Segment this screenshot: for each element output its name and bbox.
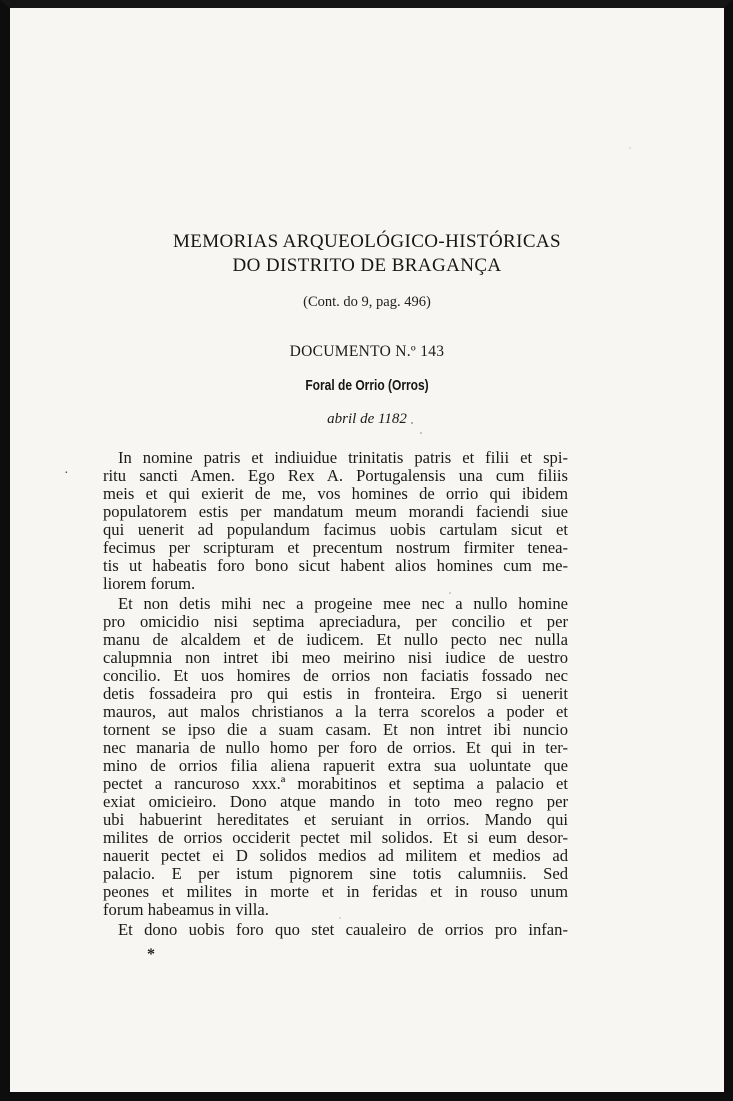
text-line: meis et qui exierit de me, vos homines de orrio qui ibidem — [103, 484, 568, 503]
text-line: nec manaria de nullo homo per foro de orrios. Et qui in ter- — [103, 738, 568, 757]
text-line: manu de alcaldem et de iudicem. Et nullo pecto nec nulla — [103, 630, 568, 649]
paper-specks — [10, 8, 724, 1092]
document-number: DOCUMENTO N.º 143 — [289, 343, 445, 360]
margin-mark: · — [64, 466, 69, 481]
text-line: Et non detis mihi nec a progeine mee nec a nullo homine — [118, 594, 568, 613]
text-line: qui uenerit ad populandum facimus uobis cartulam sicut et — [103, 520, 568, 539]
text-line: tornent se ipso die a suam casam. Et non intret ibi nuncio — [103, 720, 568, 739]
text-line: forum habeamus in villa. — [103, 900, 269, 919]
text-line: milites de orrios occiderit pectet mil solidos. Et si eum desor- — [103, 828, 568, 847]
text-line: populatorem estis per mandatum meum morandi faciendi siue — [103, 502, 568, 521]
text-line: pectet a rancuroso xxx.ª morabitinos et septima a palacio et — [103, 774, 568, 793]
document-heading: Foral de Orrio (Orros) — [305, 377, 429, 394]
text-line: In nomine patris et indiuidue trinitatis patris et filii et spi- — [118, 448, 568, 467]
text-line: tis ut habeatis foro bono sicut habent alios homines cum me- — [103, 556, 568, 575]
document-date: abril de 1182 — [327, 411, 407, 427]
text-line: concilio. Et uos homires de orrios non faciatis fossado nec — [103, 666, 568, 685]
page-sheet — [10, 8, 724, 1092]
footnote-asterisk: * — [147, 946, 155, 963]
text-line: Et dono uobis foro quo stet caualeiro de orrios pro infan- — [118, 920, 568, 939]
text-line: peones et milites in morte et in feridas et in rouso unum — [103, 882, 568, 901]
text-line: nauerit pectet ei D solidos medios ad militem et medios ad — [103, 846, 568, 865]
text-line: ubi habuerint hereditates et seruiant in orrios. Mando qui — [103, 810, 568, 829]
text-line: detis fossadeira pro qui estis in fronteira. Ergo si uenerit — [103, 684, 568, 703]
continuation-note: (Cont. do 9, pag. 496) — [303, 294, 431, 310]
text-line: mauros, aut malos christianos a la terra scorelos a poder et — [103, 702, 568, 721]
text-line: palacio. E per istum pignorem sine totis calumniis. Sed — [103, 864, 568, 883]
text-line: fecimus per scripturam et precentum nostrum firmiter tenea- — [103, 538, 568, 557]
text-line: mino de orrios filia aliena rapuerit extra sua uoluntate que — [103, 756, 568, 775]
article-title-line-1: MEMORIAS ARQUEOLÓGICO-HISTÓRICAS — [172, 231, 562, 252]
text-line: calupmnia non intret ibi meo meirino nisi iudice de uestro — [103, 648, 568, 667]
text-line: pro omicidio nisi septima apreciadura, per concilio et per — [103, 612, 568, 631]
text-line: liorem forum. — [103, 574, 196, 593]
text-line: ritu sancti Amen. Ego Rex A. Portugalensis una cum filiis — [103, 466, 568, 485]
article-title-line-2: DO DISTRITO DE BRAGANÇA — [232, 255, 502, 276]
text-line: exiat omicieiro. Dono atque mando in toto meo regno per — [103, 792, 568, 811]
